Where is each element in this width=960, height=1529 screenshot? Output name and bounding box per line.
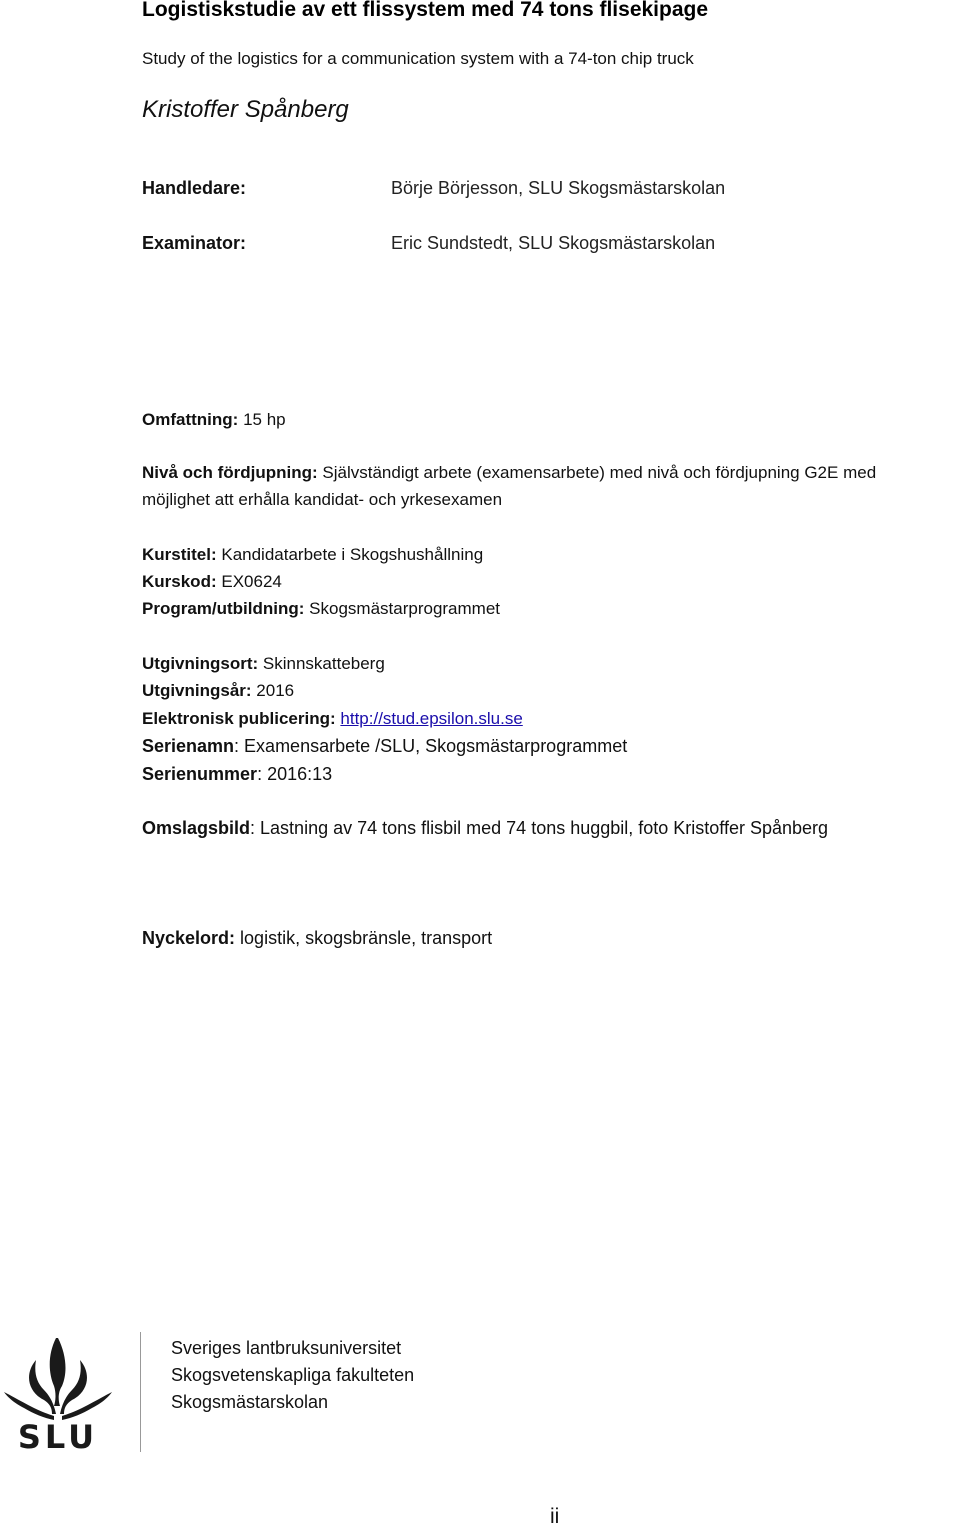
examiner-label: Examinator: <box>142 233 247 253</box>
utgivningsort-value: Skinnskatteberg <box>262 654 385 673</box>
utgivningsar-label: Utgivningsår: <box>142 681 252 700</box>
epsilon-link[interactable]: http://stud.epsilon.slu.se <box>340 709 523 728</box>
slu-logo-text: SLU <box>17 1418 99 1454</box>
elektronisk-row <box>142 709 523 729</box>
utgivningsar-value: 2016 <box>256 681 295 700</box>
utgivningsar-row <box>142 681 294 701</box>
niva-label: Nivå och fördjupning: <box>142 463 318 482</box>
nyckelord-row <box>142 928 492 949</box>
serienamn-label: Serienamn <box>142 736 235 756</box>
serienummer-label: Serienummer <box>142 764 258 784</box>
utgivningsort-label: Utgivningsort: <box>142 654 259 673</box>
kurskod-row <box>142 572 282 592</box>
slu-leaf-emblem <box>4 1338 112 1420</box>
logo-divider <box>140 1332 141 1452</box>
niva-value-continued: möjlighet att erhålla kandidat- och yrkesexamen <box>142 490 503 509</box>
serienummer-row <box>142 764 332 785</box>
school-name: Skogsmästarskolan <box>171 1392 329 1412</box>
serienamn-value: : Examensarbete /SLU, Skogsmästarprogrammet <box>234 736 628 756</box>
kurskod-value: EX0624 <box>221 572 282 591</box>
omslagsbild-label: Omslagsbild <box>142 818 251 838</box>
page-number: ii <box>550 1505 560 1528</box>
omfattning-value: 15 hp <box>243 410 286 429</box>
document-subtitle: Study of the logistics for a communication system with a 74-ton chip truck <box>142 49 694 68</box>
supervisor-value: Börje Börjesson, SLU Skogsmästarskolan <box>391 178 726 198</box>
kurstitel-row <box>142 545 483 565</box>
program-value: Skogsmästarprogrammet <box>309 599 501 618</box>
serienummer-value: : 2016:13 <box>257 764 333 784</box>
supervisor-label: Handledare: <box>142 178 247 198</box>
university-name: Sveriges lantbruksuniversitet <box>171 1338 402 1358</box>
kurstitel-value: Kandidatarbete i Skogshushållning <box>221 545 484 564</box>
nyckelord-label: Nyckelord: <box>142 928 236 948</box>
kurstitel-label: Kurstitel: <box>142 545 217 564</box>
author-name: Kristoffer Spånberg <box>142 96 349 123</box>
serienamn-row <box>142 736 627 757</box>
slu-logo <box>0 1334 116 1454</box>
omslagsbild-value: : Lastning av 74 tons flisbil med 74 tons huggbil, foto Kristoffer Spånberg <box>250 818 829 838</box>
program-label: Program/utbildning: <box>142 599 305 618</box>
omfattning-row <box>142 410 286 430</box>
niva-row <box>142 463 876 483</box>
niva-value: Självständigt arbete (examensarbete) med nivå och fördjupning G2E med <box>322 463 877 482</box>
document-title: Logistiskstudie av ett flissystem med 74 tons flisekipage <box>142 0 709 21</box>
utgivningsort-row <box>142 654 385 674</box>
omfattning-label: Omfattning: <box>142 410 239 429</box>
examiner-value: Eric Sundstedt, SLU Skogsmästarskolan <box>391 233 716 253</box>
kurskod-label: Kurskod: <box>142 572 217 591</box>
elektronisk-label: Elektronisk publicering: <box>142 709 336 728</box>
omslagsbild-row <box>142 818 828 839</box>
faculty-name: Skogsvetenskapliga fakulteten <box>171 1365 415 1385</box>
nyckelord-value: logistik, skogsbränsle, transport <box>235 928 493 948</box>
program-row <box>142 599 500 619</box>
